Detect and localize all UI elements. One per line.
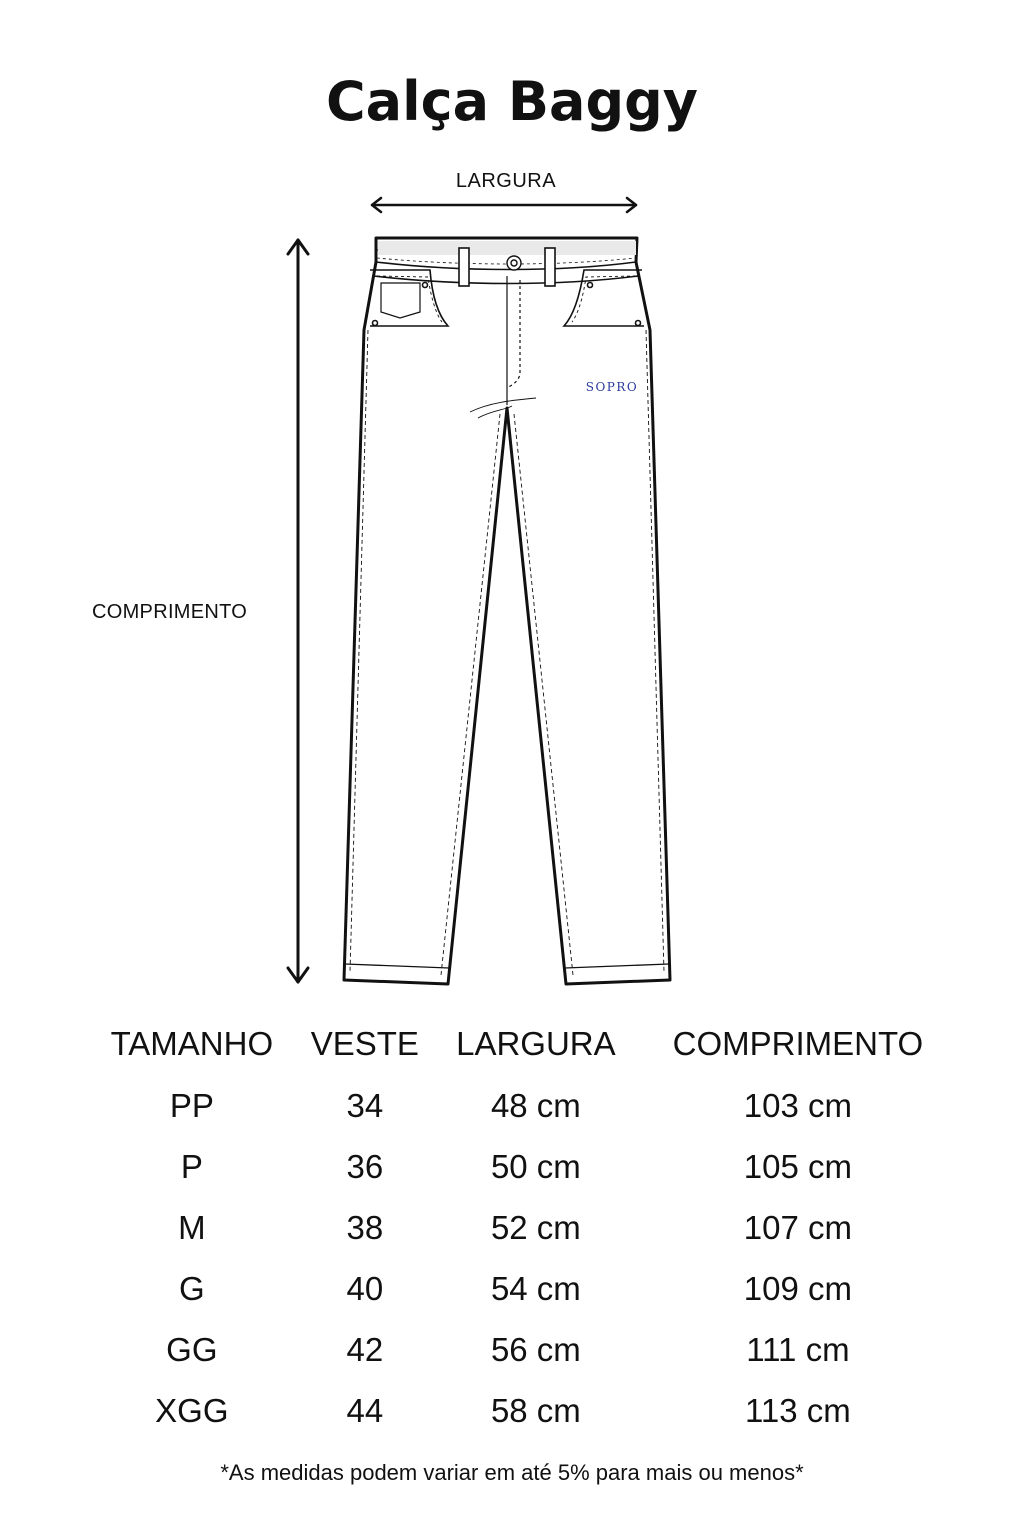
table-row: [88, 1258, 958, 1319]
table-row: [88, 1319, 958, 1380]
cell-fits: 36: [346, 1147, 384, 1185]
cell-width: 48 cm: [490, 1086, 581, 1124]
cell-fits: 38: [346, 1208, 384, 1246]
cell-size: P: [180, 1147, 203, 1185]
cell-width: 50 cm: [490, 1147, 581, 1185]
header-width: LARGURA: [456, 1025, 616, 1062]
cell-size: GG: [166, 1330, 218, 1368]
cell-width: 52 cm: [490, 1208, 581, 1246]
cell-length: 111 cm: [746, 1330, 850, 1368]
cell-length: 107 cm: [743, 1208, 853, 1246]
cell-width: 58 cm: [490, 1391, 581, 1429]
button-icon: [507, 256, 521, 270]
cell-length: 113 cm: [745, 1391, 851, 1429]
table-header-row: [88, 1025, 958, 1075]
cell-size: M: [178, 1208, 206, 1246]
cell-size: G: [179, 1269, 205, 1307]
length-dimension-label: COMPRIMENTO: [92, 601, 248, 623]
brand-logo: SOPRO: [585, 380, 639, 394]
table-row: [88, 1075, 958, 1136]
table-row: [88, 1380, 958, 1441]
cell-size: XGG: [155, 1391, 229, 1429]
page-title: Calça Baggy: [326, 70, 698, 133]
cell-width: 54 cm: [490, 1269, 581, 1307]
width-arrow: [372, 198, 636, 212]
header-length: COMPRIMENTO: [672, 1025, 924, 1062]
disclaimer-note: *As medidas podem variar em até 5% para mais ou menos*: [220, 1460, 804, 1485]
cell-fits: 34: [346, 1086, 384, 1124]
size-table: [88, 1025, 958, 1441]
length-arrow: [288, 240, 308, 982]
table-row: [88, 1197, 958, 1258]
cell-length: 105 cm: [743, 1147, 853, 1185]
width-dimension-label: LARGURA: [455, 170, 557, 192]
table-row: [88, 1136, 958, 1197]
cell-width: 56 cm: [490, 1330, 581, 1368]
cell-size: PP: [169, 1086, 214, 1124]
cell-length: 103 cm: [743, 1086, 853, 1124]
waistband-inside: [378, 241, 636, 255]
header-size: TAMANHO: [110, 1025, 274, 1062]
header-fits: VESTE: [310, 1025, 419, 1062]
cell-fits: 44: [346, 1391, 384, 1429]
cell-fits: 42: [346, 1330, 384, 1368]
cell-fits: 40: [346, 1269, 384, 1307]
cell-length: 109 cm: [743, 1269, 853, 1307]
